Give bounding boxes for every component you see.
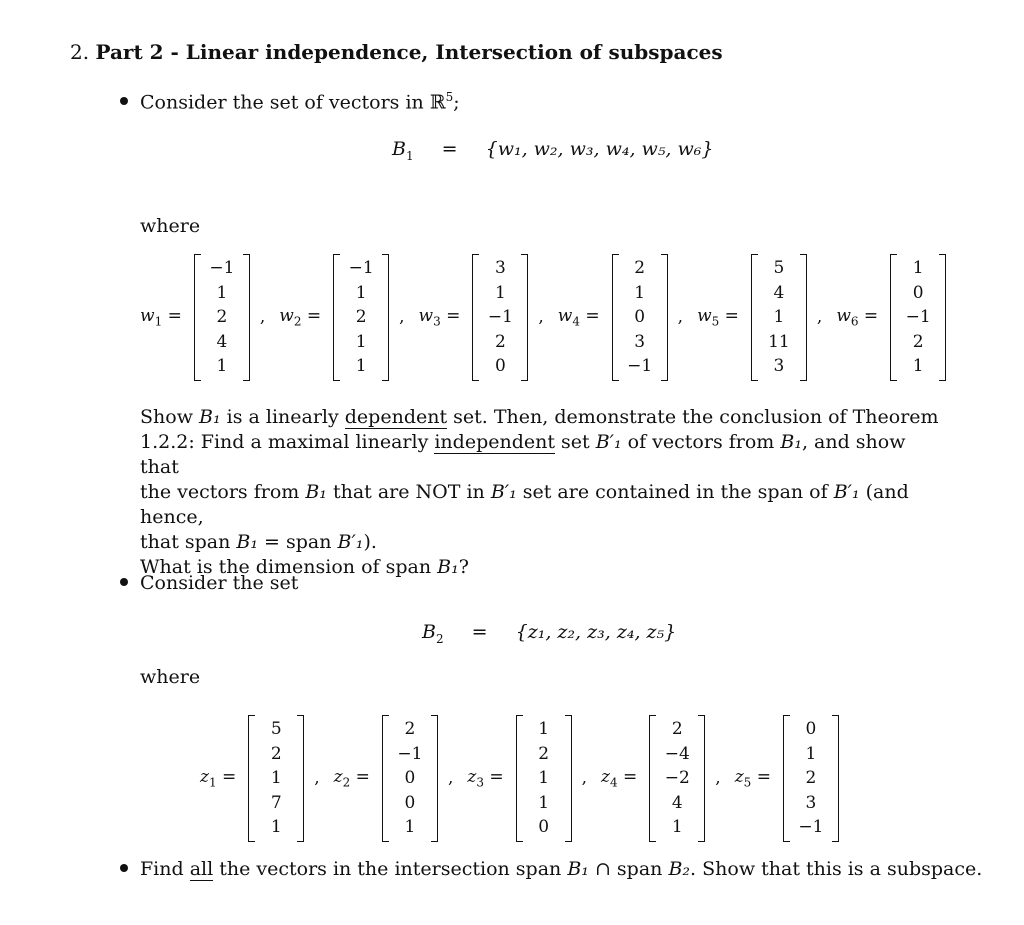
matrix-entry: 1 — [355, 282, 367, 303]
matrix-entry: 2 — [270, 743, 282, 764]
b2-set: {z₁, z₂, z₃, z₄, z₅} — [515, 621, 677, 643]
matrix-entry: 2 — [538, 743, 550, 764]
matrix-entry: 0 — [404, 768, 416, 788]
separator-comma: , — [816, 307, 823, 328]
z-2-matrix — [382, 717, 438, 840]
matrix-entry: 1 — [538, 792, 550, 813]
separator-comma: , — [677, 307, 684, 328]
matrix-entry: 3 — [805, 792, 817, 813]
matrix-entry: 1 — [805, 743, 817, 764]
matrix-entry: 1 — [216, 356, 228, 376]
w-5-label: $w_5$ = — [697, 306, 739, 329]
where-label-2: where — [140, 666, 201, 688]
separator-comma: , — [259, 307, 266, 328]
w-3-label: $w_3$ = — [418, 306, 461, 329]
w-1-label: $w_1$ = — [140, 306, 182, 329]
separator-comma: , — [581, 768, 588, 789]
matrix-entry: 0 — [912, 282, 924, 303]
w-6-label: $w_6$ = — [836, 306, 879, 329]
z-1-label: $z_1$ = — [200, 767, 237, 790]
w-4-label: $w_4$ = — [557, 306, 600, 329]
w-1-matrix — [194, 256, 250, 379]
problem-heading — [70, 40, 723, 64]
matrix-entry: 0 — [538, 817, 550, 837]
matrix-entry: 1 — [404, 817, 416, 837]
z-4-label: $z_4$ = — [601, 767, 638, 790]
matrix-entry: 2 — [671, 719, 683, 739]
bullet-dot — [120, 864, 128, 872]
matrix-entry: 1 — [912, 258, 924, 278]
matrix-entry: −1 — [487, 307, 513, 327]
z-1-matrix — [248, 717, 304, 840]
matrix-entry: −1 — [905, 307, 931, 327]
matrix-entry: −1 — [627, 356, 653, 376]
matrix-entry: 2 — [494, 331, 506, 352]
real-space-symbol: ℝ — [429, 91, 446, 114]
b2-definition: $B_2 = \{z_1$, z₂, z₃, z₄, z₅} — [422, 621, 677, 646]
matrix-entry: 1 — [671, 817, 683, 837]
matrix-entry: 0 — [634, 307, 646, 327]
matrix-entry: 1 — [912, 356, 924, 376]
bullet-2-intro: Consider the set — [120, 572, 298, 594]
matrix-entry: 2 — [634, 258, 646, 278]
z-2-label: $z_2$ = — [333, 767, 370, 790]
w-5-matrix — [751, 256, 807, 379]
z-3-matrix — [516, 717, 572, 840]
w-2-matrix — [333, 256, 389, 379]
matrix-entry: 4 — [216, 331, 228, 352]
matrix-entry: 4 — [671, 792, 683, 813]
matrix-entry: 7 — [270, 792, 282, 813]
z-5-matrix — [783, 717, 839, 840]
matrix-entry: 1 — [773, 307, 785, 327]
matrix-entry: −1 — [348, 258, 374, 278]
task-line-2: 1.2.2: Find a maximal linearly independent set B′₁ of vectors from B₁, and show that — [140, 431, 906, 478]
task-1-paragraph — [140, 405, 940, 580]
problem-number: 2. — [70, 40, 90, 64]
matrix-entry: −1 — [209, 258, 235, 278]
w-vectors-row — [140, 256, 946, 379]
w-4-matrix — [612, 256, 668, 379]
w-6-matrix — [890, 256, 946, 379]
bullet-1-intro: Consider the set of vectors in ℝ$^5$; — [120, 90, 460, 113]
matrix-entry: 2 — [805, 768, 817, 788]
matrix-entry: 1 — [270, 768, 282, 788]
z-4-matrix — [649, 717, 705, 840]
matrix-entry: 3 — [773, 356, 785, 376]
matrix-entry: 5 — [270, 719, 282, 739]
where-label-1: where — [140, 215, 201, 237]
matrix-entry: −1 — [798, 817, 824, 837]
matrix-entry: −4 — [664, 743, 690, 764]
task-line-1: Show B₁ is a linearly dependent set. Then, demonstrate the conclusion of Theorem — [140, 406, 939, 428]
matrix-entry: 2 — [912, 331, 924, 352]
z-vectors-row — [200, 717, 839, 840]
matrix-entry: 3 — [634, 331, 646, 352]
matrix-entry: 2 — [216, 307, 228, 327]
matrix-entry: 0 — [494, 356, 506, 376]
matrix-entry: 1 — [494, 282, 506, 303]
matrix-entry: 0 — [805, 719, 817, 739]
bullet-dot — [120, 97, 128, 105]
separator-comma: , — [399, 307, 405, 328]
task-line-5: What is the dimension of span B₁? — [140, 556, 469, 578]
matrix-entry: 1 — [216, 282, 228, 303]
b1-definition: $B_1 = \{w_1$, w₂, w₃, w₄, w₅, w₆} — [392, 138, 714, 163]
matrix-entry: −1 — [397, 743, 423, 764]
separator-comma: , — [447, 768, 454, 789]
matrix-entry: 1 — [270, 817, 282, 837]
matrix-entry: 1 — [355, 356, 367, 376]
problem-title: Part 2 - Linear independence, Intersection of subspaces — [95, 40, 723, 64]
w-2-label: $w_2$ = — [279, 306, 322, 329]
bullet-3: Find all the vectors in the intersection span B₁ ∩ span B₂. Show that this is a subspace. — [120, 858, 982, 880]
matrix-entry: 11 — [768, 331, 790, 352]
matrix-entry: 1 — [538, 719, 550, 739]
separator-comma: , — [538, 307, 544, 328]
matrix-entry: 1 — [538, 768, 550, 788]
task-line-3: the vectors from B₁ that are NOT in B′₁ set are contained in the span of B′₁ (and hence, — [140, 481, 909, 528]
matrix-entry: 5 — [773, 258, 785, 278]
matrix-entry: 3 — [494, 258, 506, 278]
separator-comma: , — [715, 768, 721, 789]
separator-comma: , — [314, 768, 320, 789]
matrix-entry: 1 — [634, 282, 646, 303]
task-line-4: that span B₁ = span B′₁). — [140, 531, 377, 553]
z-3-label: $z_3$ = — [467, 767, 504, 790]
matrix-entry: 0 — [404, 792, 416, 813]
z-5-label: $z_5$ = — [734, 767, 771, 790]
w-3-matrix — [472, 256, 528, 379]
bullet-dot — [120, 578, 128, 586]
matrix-entry: −2 — [664, 768, 690, 788]
matrix-entry: 2 — [404, 719, 416, 739]
matrix-entry: 4 — [773, 282, 785, 303]
matrix-entry: 2 — [355, 307, 367, 327]
matrix-entry: 1 — [355, 331, 367, 352]
b1-set: {w₁, w₂, w₃, w₄, w₅, w₆} — [485, 138, 714, 160]
